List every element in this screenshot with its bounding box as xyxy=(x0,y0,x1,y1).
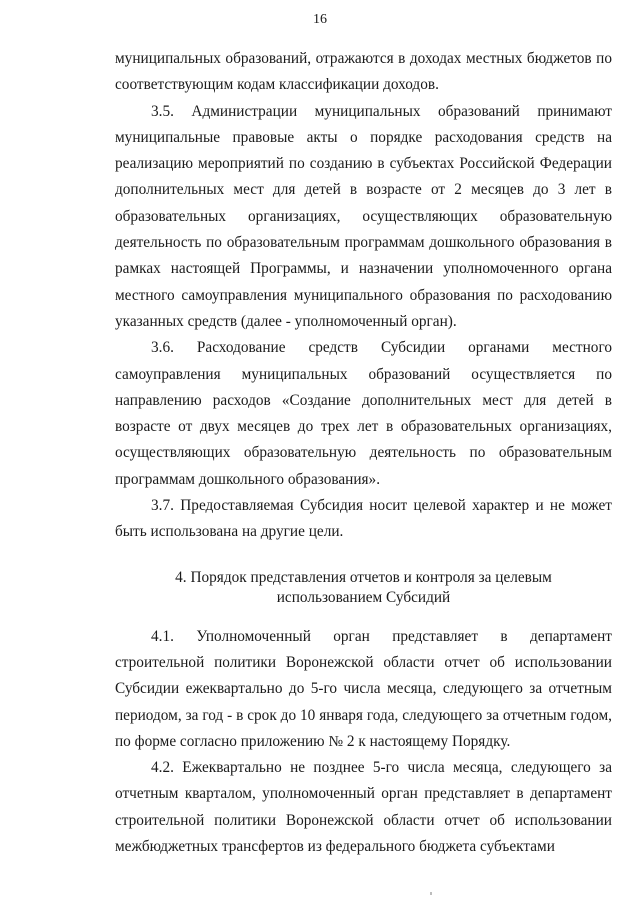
paragraph-3-7: 3.7. Предоставляемая Субсидия носит целевой характер и не может быть использована на другие цели. xyxy=(115,497,612,541)
section-heading-line-1: 4. Порядок представления отчетов и контроля за целевым xyxy=(175,568,552,586)
paragraph-continuation: муниципальных образований, отражаются в доходах местных бюджетов по соответствующим кодам классификации доходов. xyxy=(115,50,612,94)
page-number: 16 xyxy=(313,12,327,27)
paragraph-4-2: 4.2. Ежеквартально не позднее 5-го числа месяца, следующего за отчетным кварталом, уполномоченный орган представляет в департамент строительной политики Воронежской области отчет об использовании межбюджетных трансфертов из федерального бюджета субъектами xyxy=(115,759,612,856)
document-body xyxy=(115,46,612,860)
paragraph-3-5: 3.5. Администрации муниципальных образований принимают муниципальные правовые акты о порядке расходования средств на реализацию мероприятий по созданию в субъектах Российской Федерации дополнительных мест для детей в возрасте от 2 месяцев до 3 лет в образовательных организациях, осуществляющих образовательную деятельность по образовательным программам дошкольного образования в рамках настоящей Программы, и назначении уполномоченного органа местного самоуправления муниципального образования по расходованию указанных средств (далее - уполномоченный орган). xyxy=(115,102,612,330)
section-heading-line-2: использованием Субсидий xyxy=(276,588,451,606)
paragraph-3-6: 3.6. Расходование средств Субсидии органами местного самоуправления муниципальных образований осуществляется по направлению расходов «Создание дополнительных мест для детей в возрасте от двух месяцев до трех лет в образовательных организациях, осуществляющих образовательную деятельность по образовательным программам дошкольного образования». xyxy=(115,339,612,488)
scan-artifact xyxy=(430,892,432,895)
section-heading xyxy=(115,568,612,608)
paragraph-4-1: 4.1. Уполномоченный орган представляет в департамент строительной политики Воронежской области отчет об использовании Субсидии ежеквартально до 5-го числа месяца, следующего за отчетным периодом, за год - в срок до 10 января года, следующего за отчетным годом, по форме согласно приложению № 2 к настоящему Порядку. xyxy=(115,627,612,750)
